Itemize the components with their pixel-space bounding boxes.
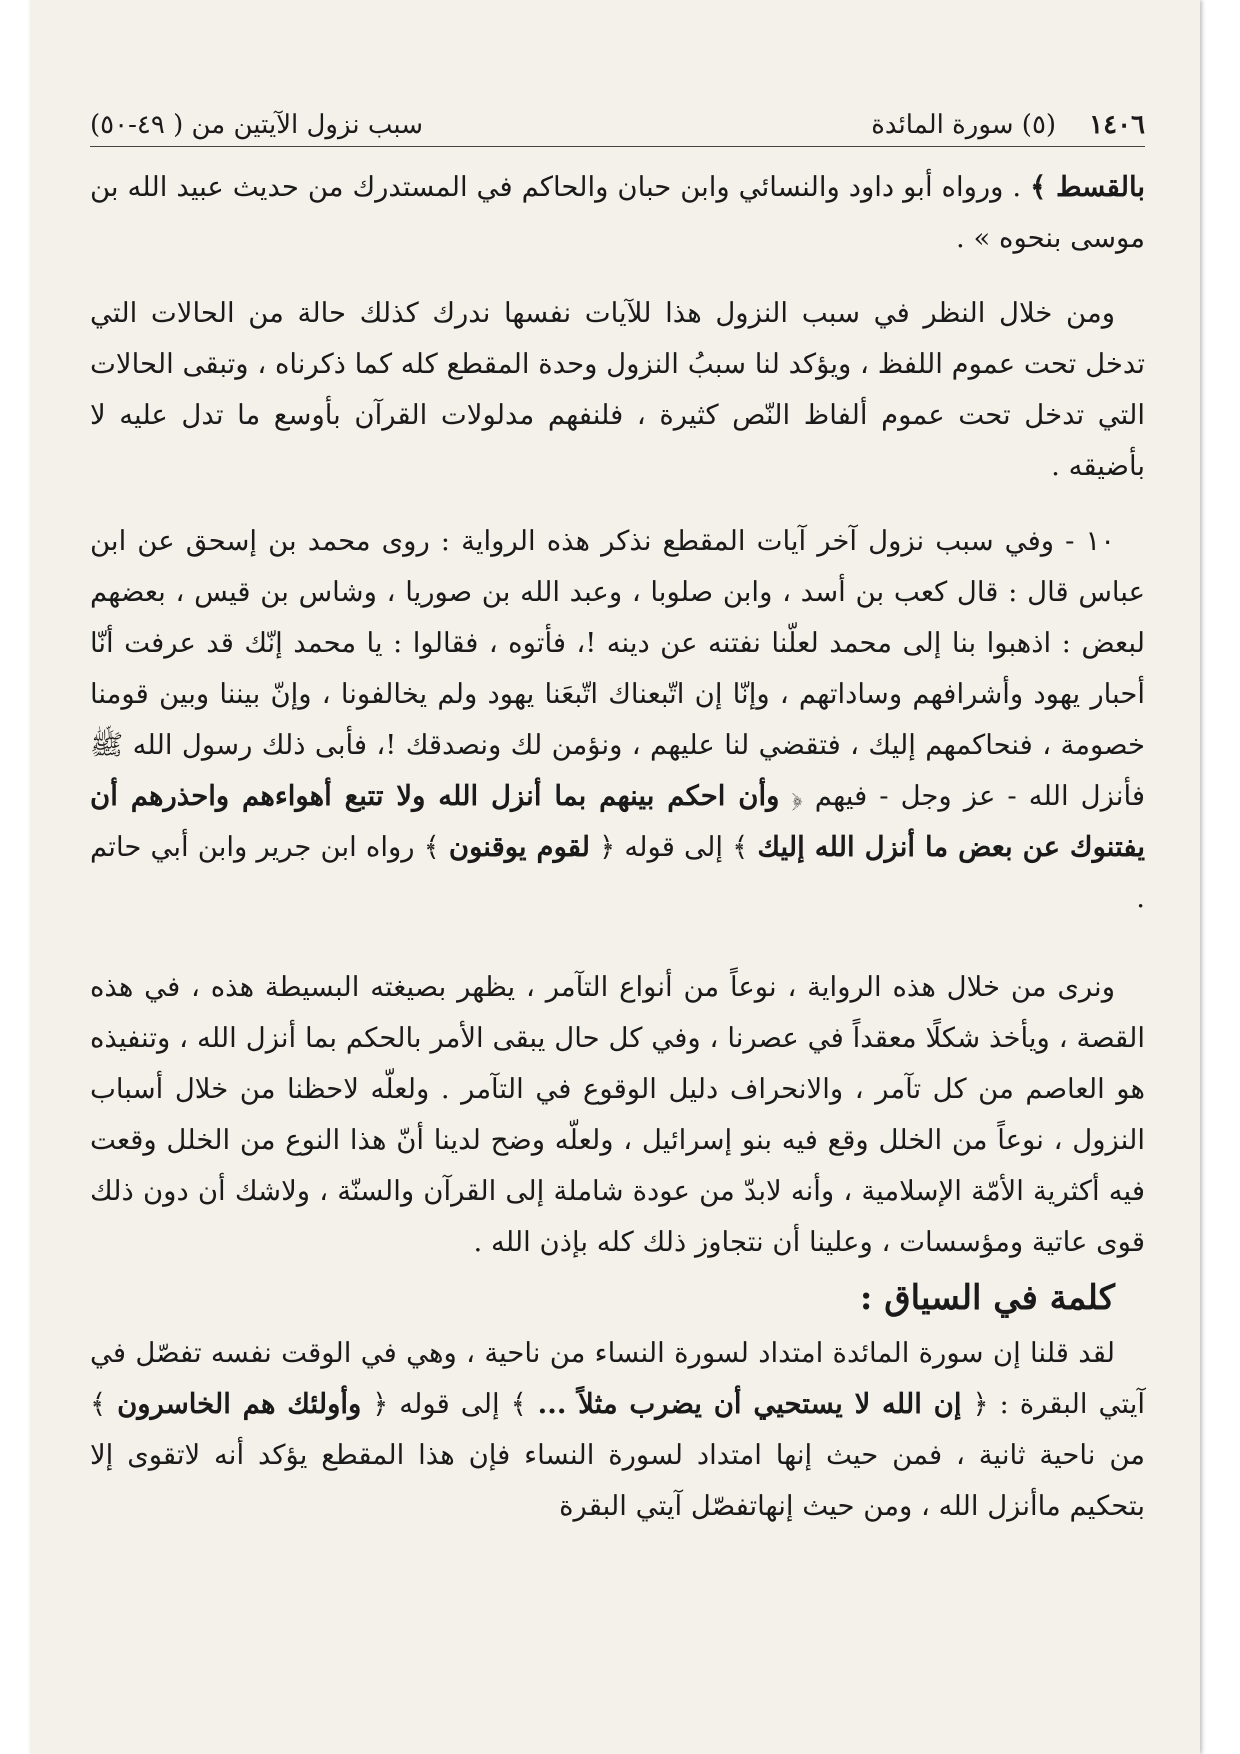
book-page [30, 0, 1200, 1754]
paragraph-text: ١٠ - وفي سبب نزول آخر آيات المقطع نذكر هذه الرواية : روى محمد بن إسحق عن ابن عباس قال : قال كعب بن أسد ، وابن صلوبا ، وعبد الله بن صوريا ، وشاس بن قيس ، بعضهم لبعض : اذهبوا بنا إلى محمد لعلّنا نفتنه عن دينه !، فأتوه ، فقالوا : يا محمد إنّك قد عرفت أنّا أحبار يهود وأشرافهم وساداتهم ، وإنّا إن اتّبعناك اتّبعَنا يهود ولم يخالفونا ، وإنّ بيننا وبين قومنا خصومة ، فنحاكمهم إليك ، فتقضي لنا عليهم ، ونؤمن لك ونصدقك !، فأبى ذلك رسول الله ﷺ فأنزل الله - عز وجل - فيهم ﴿ [90, 525, 1145, 812]
section-heading: كلمة في السياق : [859, 1278, 1115, 1318]
header-right [871, 110, 1145, 140]
paragraph-text: ﴾ إلى قوله ﴿ [590, 831, 758, 863]
running-header [90, 92, 1145, 147]
quran-quote: وأولئك هم الخاسرون [117, 1388, 362, 1420]
quote-text: بالقسط ﴾ [1030, 171, 1145, 203]
quran-quote: إن الله لا يستحيي أن يضرب مثلاً ... [537, 1388, 962, 1420]
paragraph-text: ومن خلال النظر في سبب النزول هذا للآيات نفسها ندرك كذلك حالة من الحالات التي تدخل تحت عموم اللفظ ، ويؤكد لنا سببُ النزول وحدة المقطع كله كما ذكرناه ، وتبقى الحالات التي تدخل تحت عموم ألفاظ النّص كثيرة ، فلنفهم مدلولات القرآن بأوسع ما تدل عليه لا بأضيقه . [90, 297, 1145, 482]
paragraph-text: ﴾ رواه ابن جرير وابن أبي حاتم . [90, 831, 1145, 914]
quran-quote: لقوم يوقنون [448, 831, 591, 863]
paragraph-2 [90, 288, 1145, 492]
surah-label: (٥) سورة المائدة [871, 110, 1057, 140]
paragraph-4 [90, 962, 1145, 1268]
page-number: ١٤٠٦ [1089, 110, 1145, 140]
section-title: سبب نزول الآيتين من ( ٤٩-٥٠) [90, 110, 423, 140]
page-body [90, 162, 1145, 1532]
paragraph-text: ونرى من خلال هذه الرواية ، نوعاً من أنواع التآمر ، يظهر بصيغته البسيطة هذه ، في هذه القصة ، ويأخذ شكلًا معقداً في عصرنا ، وفي كل حال يبقى الأمر بالحكم بما أنزل الله ، وتنفيذه هو العاصم من كل تآمر ، والانحراف دليل الوقوع في التآمر . ولعلّه لاحظنا من خلال أسباب النزول ، نوعاً من الخلل وقع فيه بنو إسرائيل ، ولعلّه وضح لدينا أنّ هذا النوع من الخلل وقعت فيه أكثرية الأمّة الإسلامية ، وأنه لابدّ من عودة شاملة إلى القرآن والسنّة ، ولاشك أن دون ذلك قوى عاتية ومؤسسات ، وعلينا أن نتجاوز ذلك كله بإذن الله . [90, 971, 1145, 1258]
paragraph-1 [90, 162, 1145, 264]
quran-quote: وأن احكم بينهم بما أنزل الله ولا تتبع أهواءهم واحذرهم أن يفتنوك عن بعض ما أنزل الله إليك [90, 780, 1145, 863]
paragraph-text: لقد قلنا إن سورة المائدة امتداد لسورة النساء من ناحية ، وهي في الوقت نفسه تفصّل في آيتي البقرة : ﴿ [90, 1337, 1145, 1420]
paragraph-5 [90, 1328, 1145, 1532]
paragraph-3 [90, 516, 1145, 924]
paragraph-text: ﴾ إلى قوله ﴿ [361, 1388, 538, 1420]
paragraph-text: ﴾ من ناحية ثانية ، فمن حيث إنها امتداد لسورة النساء فإن هذا المقطع يؤكد أنه لاتقوى إلا بتحكيم ماأنزل الله ، ومن حيث إنهاتفصّل آيتي البقرة [90, 1388, 1145, 1522]
paragraph-text: . ورواه أبو داود والنسائي وابن حبان والحاكم في المستدرك من حديث عبيد الله بن موسى بنحوه » . [90, 171, 1145, 254]
